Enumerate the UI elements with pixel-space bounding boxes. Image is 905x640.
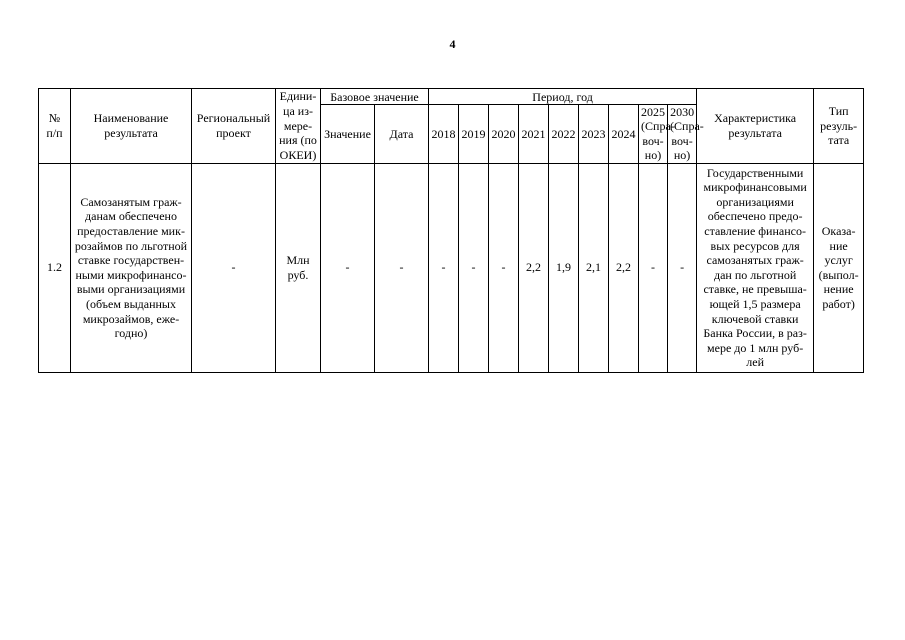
cell-unit: Млн руб. <box>276 163 321 372</box>
cell-project: - <box>192 163 276 372</box>
header-year-2025-note: (Спра- воч- но) <box>641 119 675 163</box>
cell-year-2025: - <box>639 163 668 372</box>
header-year-2024: 2024 <box>609 105 639 164</box>
header-year-2018: 2018 <box>429 105 459 164</box>
header-year-2021: 2021 <box>519 105 549 164</box>
cell-year-2020: - <box>489 163 519 372</box>
header-year-2030-label: 2030 <box>670 105 695 119</box>
header-type: Тип резуль- тата <box>814 89 864 164</box>
header-year-2023: 2023 <box>579 105 609 164</box>
cell-year-2023: 2,1 <box>579 163 609 372</box>
header-year-2019: 2019 <box>459 105 489 164</box>
header-unit: Едини- ца из- мере- ния (по ОКЕИ) <box>276 89 321 164</box>
header-name: Наименование результата <box>71 89 192 164</box>
header-year-2020: 2020 <box>489 105 519 164</box>
header-period-group: Период, год <box>429 89 697 105</box>
cell-year-2019: - <box>459 163 489 372</box>
header-year-2022: 2022 <box>549 105 579 164</box>
cell-year-2018: - <box>429 163 459 372</box>
header-year-2025 <box>639 105 675 164</box>
header-base-value: Значение <box>321 105 375 164</box>
cell-year-2024: 2,2 <box>609 163 639 372</box>
header-num: № п/п <box>39 89 71 164</box>
header-year-2025-label: 2025 <box>641 105 666 119</box>
header-project: Региональный проект <box>192 89 276 164</box>
header-characteristic: Характеристика результата <box>697 89 814 164</box>
cell-characteristic: Государственными микрофинансовыми организациями обеспечено предо- ставление финансо- вых ресурсов для самозанятых граж- дан по льготной ставке, не превыша- ющей 1,5 размера ключевой ставки Банка России, в раз- мере до 1 млн руб- лей <box>697 163 814 372</box>
cell-base-date: - <box>375 163 429 372</box>
header-year-2030-note: (Спра- воч- но) <box>670 119 704 163</box>
cell-type: Оказа- ние услуг (выпол- нение работ) <box>814 163 864 372</box>
cell-year-2030: - <box>668 163 697 372</box>
results-table <box>38 88 864 373</box>
page-number: 4 <box>449 37 456 51</box>
cell-year-2021: 2,2 <box>519 163 549 372</box>
header-year-2030 <box>668 105 704 164</box>
header-base-group: Базовое значение <box>321 89 429 105</box>
cell-name: Самозанятым граж- данам обеспечено предоставление мик- розаймов по льготной ставке государствен- ными микрофинансо- выми организациями (объем выданных микрозаймов, еже- годно) <box>71 163 192 372</box>
cell-year-2022: 1,9 <box>549 163 579 372</box>
table-row <box>39 163 864 372</box>
cell-base-value: - <box>321 163 375 372</box>
cell-num: 1.2 <box>39 163 71 372</box>
header-base-date: Дата <box>375 105 429 164</box>
